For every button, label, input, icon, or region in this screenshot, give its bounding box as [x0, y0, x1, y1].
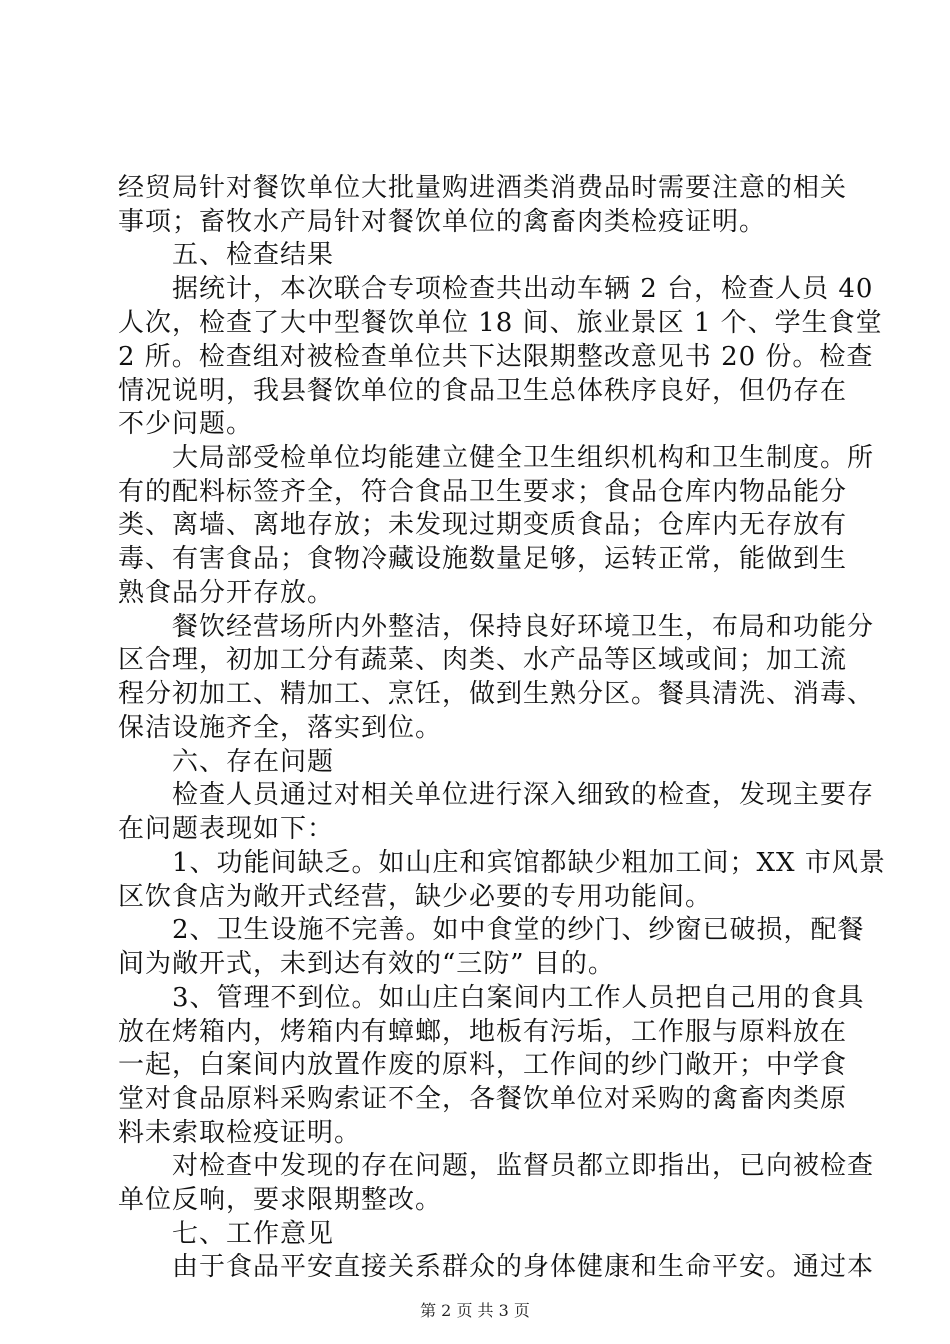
text-line: 放在烤箱内，烤箱内有蟑螂，地板有污垢，工作服与原料放在 [118, 1017, 848, 1047]
text-line: 2、卫生设施不完善。如中食堂的纱门、纱窗已破损，配餐 [118, 915, 865, 945]
text-line: 单位反响，要求限期整改。 [118, 1185, 443, 1215]
text-line: 堂对食品原料采购索证不全，各餐饮单位对采购的禽畜肉类原 [118, 1084, 848, 1114]
text-line: 经贸局针对餐饮单位大批量购进酒类消费品时需要注意的相关 [118, 173, 848, 203]
text-line: 事项；畜牧水产局针对餐饮单位的禽畜肉类检疫证明。 [118, 207, 767, 237]
text-line: 区合理，初加工分有蔬菜、肉类、水产品等区域或间；加工流 [118, 645, 848, 675]
text-line: 熟食品分开存放。 [118, 578, 335, 608]
text-line: 检查人员通过对相关单位进行深入细致的检查，发现主要存 [118, 780, 875, 810]
text-line: 2 所。检查组对被检查单位共下达限期整改意见书 20 份。检查 [118, 342, 874, 372]
text-line: 3、管理不到位。如山庄白案间内工作人员把自己用的食具 [118, 983, 865, 1013]
text-line: 区饮食店为敞开式经营，缺少必要的专用功能间。 [118, 882, 713, 912]
text-line: 对检查中发现的存在问题，监督员都立即指出，已向被检查 [118, 1151, 875, 1181]
section-heading: 七、工作意见 [118, 1219, 335, 1249]
text-line: 餐饮经营场所内外整洁，保持良好环境卫生，布局和功能分 [118, 612, 875, 642]
text-line: 一起，白案间内放置作废的原料，工作间的纱门敞开；中学食 [118, 1050, 848, 1080]
text-line: 有的配料标签齐全，符合食品卫生要求；食品仓库内物品能分 [118, 477, 848, 507]
text-line: 据统计，本次联合专项检查共出动车辆 2 台，检查人员 40 [118, 274, 874, 304]
page-number-footer: 第 2 页 共 3 页 [420, 1301, 530, 1320]
text-line: 大局部受检单位均能建立健全卫生组织机构和卫生制度。所 [118, 443, 875, 473]
section-heading: 五、检查结果 [118, 240, 335, 270]
text-line: 料未索取检疫证明。 [118, 1118, 362, 1148]
text-line: 类、离墙、离地存放；未发现过期变质食品；仓库内无存放有 [118, 510, 848, 540]
text-line: 程分初加工、精加工、烹饪，做到生熟分区。餐具清洗、消毒、 [118, 679, 875, 709]
text-line: 由于食品平安直接关系群众的身体健康和生命平安。通过本 [118, 1252, 875, 1282]
text-line: 不少问题。 [118, 409, 254, 439]
text-line: 1、功能间缺乏。如山庄和宾馆都缺少粗加工间；XX 市风景 [118, 848, 886, 878]
text-line: 毒、有害食品；食物冷藏设施数量足够，运转正常，能做到生 [118, 544, 848, 574]
text-line: 在问题表现如下： [118, 814, 335, 844]
section-heading: 六、存在问题 [118, 747, 335, 777]
text-line: 间为敞开式，未到达有效的“三防” 目的。 [118, 949, 615, 979]
text-line: 保洁设施齐全，落实到位。 [118, 713, 443, 743]
text-line: 人次，检查了大中型餐饮单位 18 间、旅业景区 1 个、学生食堂 [118, 308, 883, 338]
text-line: 情况说明，我县餐饮单位的食品卫生总体秩序良好，但仍存在 [118, 376, 848, 406]
